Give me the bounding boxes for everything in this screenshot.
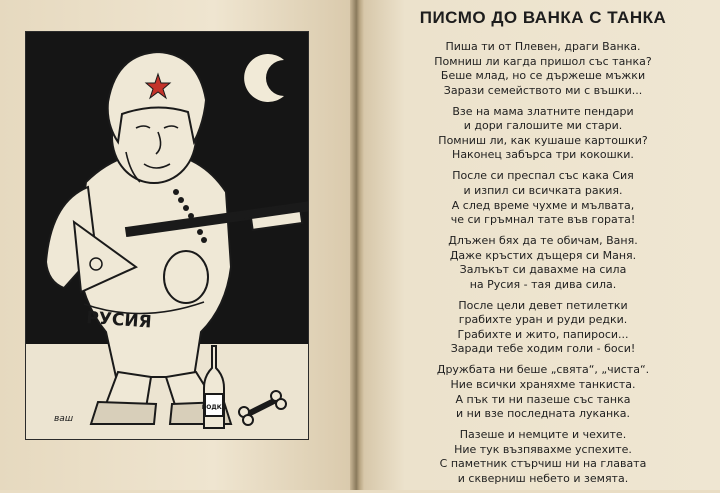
bottle-label: ВОДКА <box>201 404 227 411</box>
poem-line: и скверниш небето и земята. <box>457 471 629 485</box>
poem-line: Беше млад, но се държеше мъжки <box>440 69 646 83</box>
stanza-3 <box>378 169 708 227</box>
poem-line: Помниш ли, как кушаше картошки? <box>438 133 648 147</box>
poem-line: После цели девет петилетки <box>458 298 628 312</box>
poem-line: Грабихте и жито, папироси... <box>457 327 629 341</box>
poem-line: А пък ти ни пазеше със танка <box>455 392 631 406</box>
poem-line: После си преспал със кака Сия <box>452 169 634 183</box>
artist-signature: ваш <box>54 414 74 424</box>
poem-line: Пиша ти от Плевен, драги Ванка. <box>445 40 641 53</box>
poem-line: Пазеше и немците и чехите. <box>459 428 627 442</box>
poem-line: грабихте уран и руди редки. <box>458 313 628 327</box>
belt-text: РУСИЯ <box>85 308 153 333</box>
poem-line: на Русия - тая дива сила. <box>469 277 617 291</box>
poem-line: А след време чухме и мълвата, <box>451 198 635 212</box>
stanza-5 <box>378 299 708 357</box>
stanza-7 <box>378 428 708 486</box>
stanza-1 <box>378 40 708 98</box>
poem-line: Взе на мама златните пендари <box>452 104 634 118</box>
poem-line: Заради тебе ходим голи - боси! <box>450 342 636 356</box>
poem-line: Даже кръстих дъщеря си Маня. <box>449 248 637 262</box>
poem-line: Ние тук възпявахме успехите. <box>454 442 632 456</box>
poem-body <box>378 40 708 493</box>
poem-line: С паметник стърчиш ни на главата <box>439 457 647 471</box>
poem-line: Ние всички храняхме танкиста. <box>450 377 636 391</box>
book-gutter <box>350 0 364 490</box>
poem-line: и дори галошите ми стари. <box>463 119 623 133</box>
poem-line: и ни взе последната луканка. <box>455 407 631 421</box>
poem-line: Наконец забърса три кокошки. <box>452 148 634 162</box>
poem-line: и изпил си всичката ракия. <box>463 183 623 197</box>
poem-line: Зарази семейството ми с въшки... <box>443 83 643 97</box>
poem-line: Длъжен бях да те обичам, Ваня. <box>448 234 638 248</box>
poem-line: че си гръмнал тате във гората! <box>450 213 636 227</box>
stanza-4 <box>378 234 708 292</box>
poem-line: Помниш ли кагда пришол със танка? <box>434 54 652 68</box>
stanza-6 <box>378 363 708 421</box>
cartoon-illustration <box>25 31 309 440</box>
poem-line: Залъкът си давахме на сила <box>459 263 627 277</box>
poem-line: Дружбата ни беше „свята“, „чиста“. <box>436 363 650 377</box>
canteen <box>164 251 208 303</box>
poem-title: ПИСМО ДО ВАНКА С ТАНКА <box>419 8 667 27</box>
stanza-2 <box>378 105 708 163</box>
